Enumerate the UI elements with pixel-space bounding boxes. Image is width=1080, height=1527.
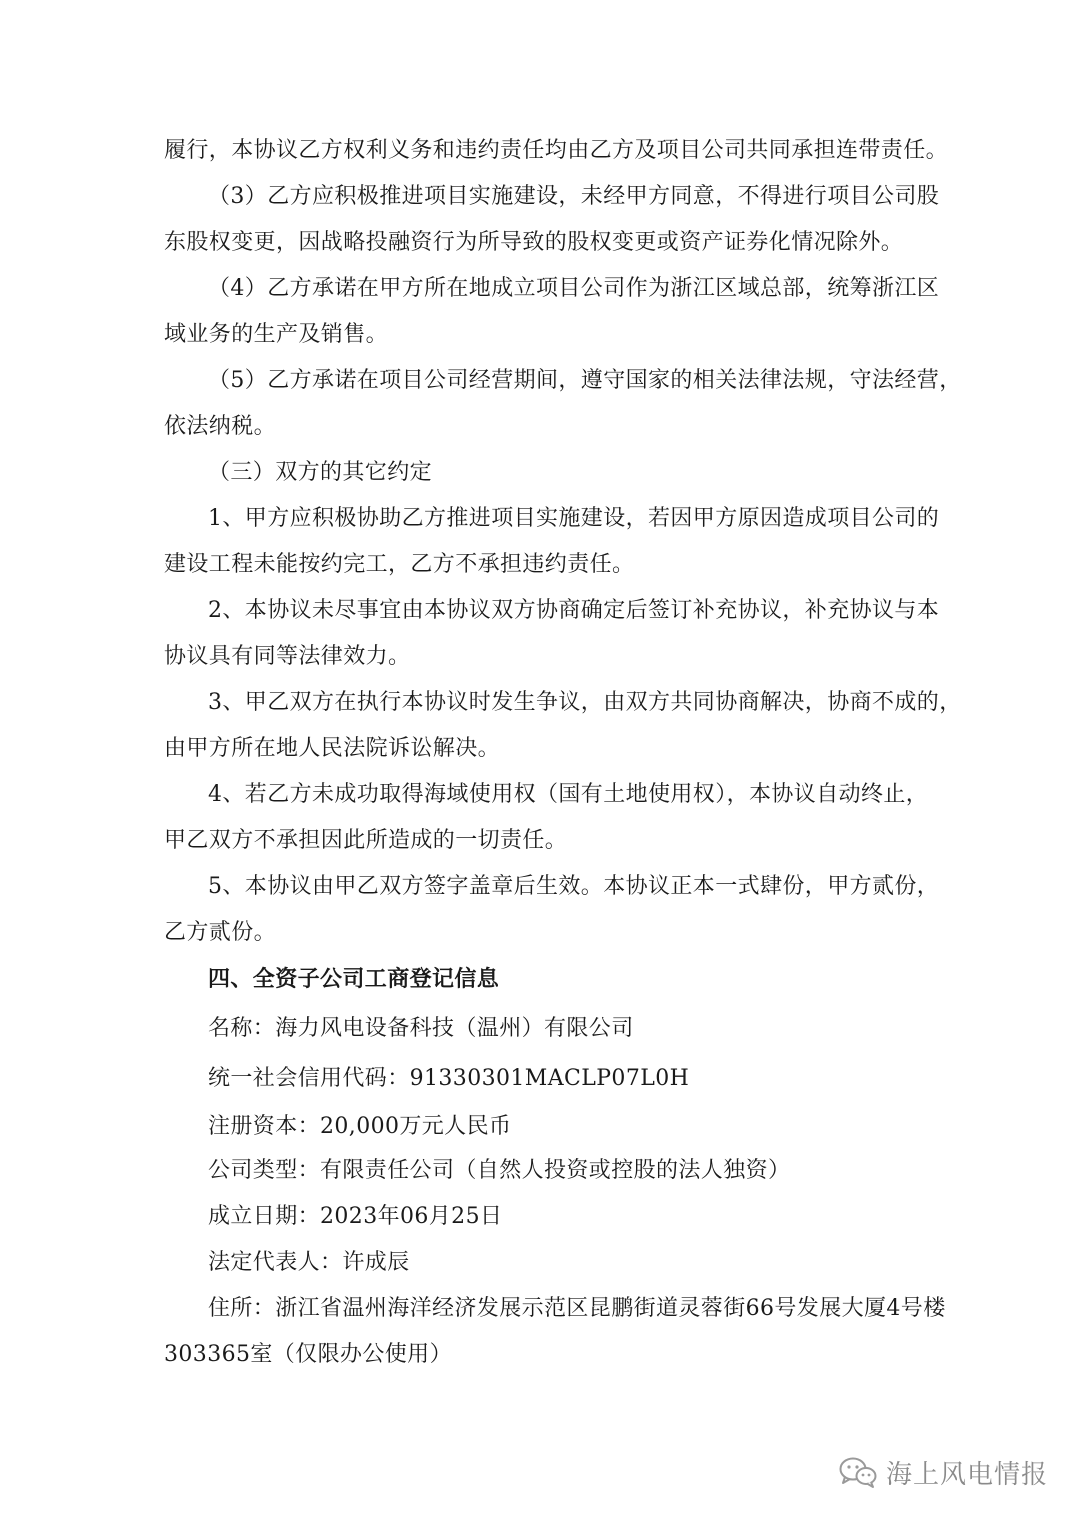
paragraph-line: 1、甲方应积极协助乙方推进项目实施建设，若因甲方原因造成项目公司的 bbox=[208, 506, 940, 531]
registered-capital: 注册资本：20,000万元人民币 bbox=[208, 1114, 512, 1139]
establishment-date: 成立日期：2023年06月25日 bbox=[208, 1204, 503, 1229]
paragraph-line: （3）乙方应积极推进项目实施建设，未经甲方同意，不得进行项目公司股 bbox=[208, 184, 940, 209]
paragraph-line: 建设工程未能按约完工，乙方不承担违约责任。 bbox=[164, 552, 635, 577]
watermark-text: 海上风电情报 bbox=[886, 1459, 1049, 1490]
paragraph-line: 乙方贰份。 bbox=[164, 920, 277, 945]
watermark bbox=[838, 1452, 1048, 1492]
paragraph-line: 域业务的生产及销售。 bbox=[164, 322, 389, 347]
company-name: 名称：海力风电设备科技（温州）有限公司 bbox=[208, 1016, 634, 1041]
paragraph-line: 5、本协议由甲乙双方签字盖章后生效。本协议正本一式肆份，甲方贰份， bbox=[208, 874, 940, 899]
paragraph-line: 3、甲乙双方在执行本协议时发生争议，由双方共同协商解决，协商不成的， bbox=[208, 690, 962, 715]
subsection-heading: （三）双方的其它约定 bbox=[208, 460, 433, 485]
paragraph-line: 甲乙双方不承担因此所造成的一切责任。 bbox=[164, 828, 568, 853]
paragraph-line: 由甲方所在地人民法院诉讼解决。 bbox=[164, 736, 501, 761]
paragraph-line: （5）乙方承诺在项目公司经营期间，遵守国家的相关法律法规，守法经营， bbox=[208, 368, 962, 393]
paragraph-line: 2、本协议未尽事宜由本协议双方协商确定后签订补充协议，补充协议与本 bbox=[208, 598, 940, 623]
legal-representative: 法定代表人：许成辰 bbox=[208, 1250, 410, 1275]
company-type: 公司类型：有限责任公司（自然人投资或控股的法人独资） bbox=[208, 1158, 791, 1183]
address-line: 住所：浙江省温州海洋经济发展示范区昆鹏街道灵蓉街66号发展大厦4号楼 bbox=[208, 1296, 946, 1321]
section-heading: 四、全资子公司工商登记信息 bbox=[208, 966, 500, 992]
paragraph-line: 依法纳税。 bbox=[164, 414, 277, 439]
paragraph-line: 协议具有同等法律效力。 bbox=[164, 644, 411, 669]
paragraph-line: 4、若乙方未成功取得海域使用权（国有土地使用权），本协议自动终止， bbox=[208, 782, 929, 807]
paragraph-line: 东股权变更，因战略投融资行为所导致的股权变更或资产证券化情况除外。 bbox=[164, 230, 904, 255]
paragraph-line: （4）乙方承诺在甲方所在地成立项目公司作为浙江区域总部，统筹浙江区 bbox=[208, 276, 940, 301]
paragraph-line: 履行，本协议乙方权利义务和违约责任均由乙方及项目公司共同承担连带责任。 bbox=[164, 138, 949, 163]
wechat-icon bbox=[838, 1455, 878, 1489]
address-line: 303365室（仅限办公使用） bbox=[164, 1342, 452, 1367]
credit-code: 统一社会信用代码：91330301MACLP07L0H bbox=[208, 1066, 690, 1091]
